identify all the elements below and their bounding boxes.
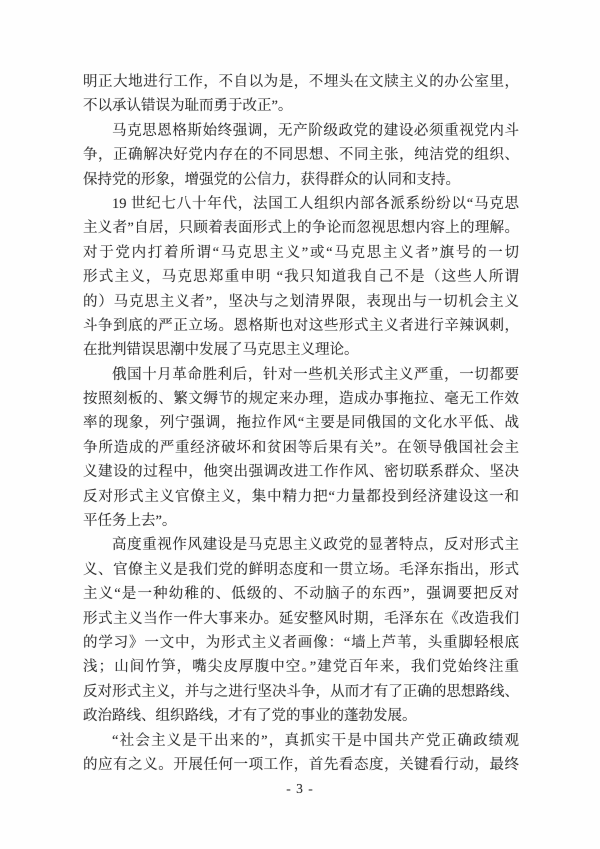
text-line: 浅；山间竹笋，嘴尖皮厚腹中空。”建党百年来，我们党始终注重 <box>83 659 519 676</box>
text-line: 平任务上去”。 <box>83 513 177 530</box>
text-line: 的）马克思主义者”，坚决与之划清界限，表现出与一切机会主义 <box>83 293 519 310</box>
text-line: 主义者”自居，只顾着表面形式上的争论而忽视思想内容上的理解。 <box>83 220 519 237</box>
text-line: 明正大地进行工作，不自以为是，不埋头在文牍主义的办公室里， <box>83 74 519 90</box>
text-line: 按照刻板的、繁文缛节的规定来办理，造成办事拖拉、毫无工作效 <box>83 391 519 408</box>
paragraph <box>83 363 519 534</box>
text-line: 高度重视作风建设是马克思主义政党的显著特点，反对形式主 <box>112 537 519 554</box>
paragraph <box>83 533 519 728</box>
text-line: 争，正确解决好党内存在的不同思想、不同主张，纯洁党的组织、 <box>83 147 519 164</box>
text-line: 的学习》一文中，为形式主义者画像：“墙上芦苇，头重脚轻根底 <box>83 634 519 651</box>
text-line: 19 世纪七八十年代，法国工人组织内部各派系纷纷以“马克思 <box>112 195 519 212</box>
text-line: 形式主义当作一件大事来办。延安整风时期，毛泽东在《改造我们 <box>83 610 519 627</box>
text-line: 对于党内打着所谓“马克思主义”或“马克思主义者”旗号的一切 <box>83 244 519 261</box>
text-line: 义建设的过程中，他突出强调改进工作作风、密切联系群众、坚决 <box>83 464 519 481</box>
text-line: 的应有之义。开展任何一项工作，首先看态度，关键看行动，最终 <box>83 756 519 773</box>
text-line: 俄国十月革命胜利后，针对一些机关形式主义严重，一切都要 <box>112 366 519 383</box>
text-line: 主义“是一种幼稚的、低级的、不动脑子的东西”，强调要把反对 <box>83 586 519 603</box>
text-line: 反对形式主义官僚主义，集中精力把“力量都投到经济建设这一和 <box>83 488 519 505</box>
paragraph <box>83 729 519 778</box>
text-line: 义、官僚主义是我们党的鲜明态度和一贯立场。毛泽东指出，形式 <box>83 561 519 578</box>
paragraph-continuation <box>83 70 519 119</box>
text-line: 不以承认错误为耻而勇于改正”。 <box>83 98 293 115</box>
page-number: - 3 - <box>286 781 314 796</box>
document-body <box>83 70 519 777</box>
text-line: 在批判错误思潮中发展了马克思主义理论。 <box>83 342 359 359</box>
text-line: “社会主义是干出来的”，真抓实干是中国共产党正确政绩观 <box>112 732 519 749</box>
text-line: 形式主义，马克思郑重申明 “我只知道我自己不是（这些人所谓 <box>83 269 519 286</box>
text-line: 马克思恩格斯始终强调，无产阶级政党的建设必须重视党内斗 <box>112 122 519 139</box>
text-line: 保持党的形象，增强党的公信力，获得群众的认同和支持。 <box>83 171 460 188</box>
text-line: 反对形式主义，并与之进行坚决斗争，从而才有了正确的思想路线、 <box>83 683 519 700</box>
text-line: 争所造成的严重经济破坏和贫困等后果有关”。在领导俄国社会主 <box>83 439 519 456</box>
paragraph <box>83 192 519 363</box>
text-line: 率的现象，列宁强调，拖拉作风“主要是同俄国的文化水平低、战 <box>83 415 519 432</box>
paragraph <box>83 119 519 192</box>
text-line: 斗争到底的严正立场。恩格斯也对这些形式主义者进行辛辣讽刺， <box>83 317 519 334</box>
text-line: 政治路线、组织路线，才有了党的事业的蓬勃发展。 <box>83 708 417 725</box>
